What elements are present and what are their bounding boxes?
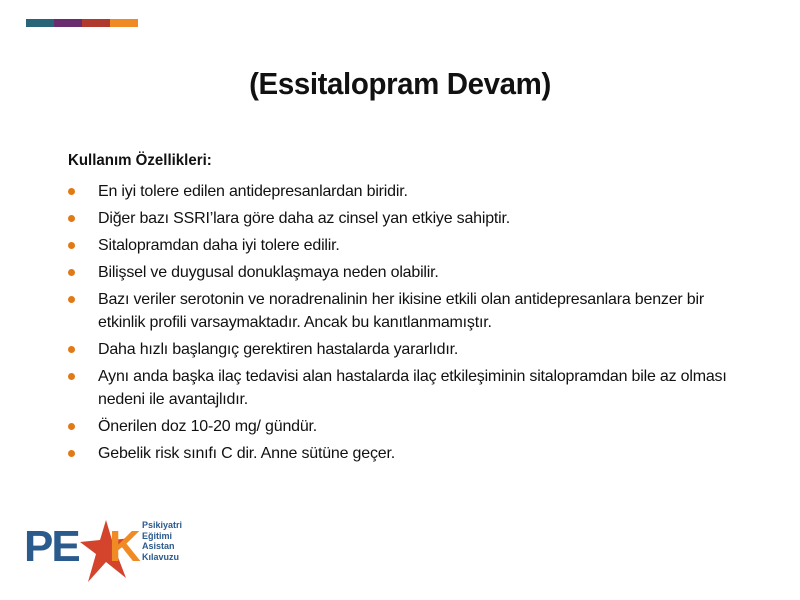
bullet-text: Diğer bazı SSRI’lara göre daha az cinsel yan etkiye sahiptir. bbox=[98, 210, 511, 227]
accent-bar-segment bbox=[110, 19, 138, 27]
logo-tagline-line: Psikiyatri bbox=[142, 520, 183, 530]
bullet-text: Daha hızlı başlangıç gerektiren hastalarda yararlıdır. bbox=[98, 341, 459, 358]
bullet-dot-icon bbox=[68, 188, 75, 195]
logo-letters-left: PE bbox=[24, 522, 79, 571]
bullet-dot-icon bbox=[68, 346, 75, 353]
bullet-text: Sitalopramdan daha iyi tolere edilir. bbox=[98, 237, 340, 254]
bullet-text: Gebelik risk sınıfı C dir. Anne sütüne geçer. bbox=[98, 445, 395, 462]
bullet-text: Bilişsel ve duygusal donuklaşmaya neden olabilir. bbox=[98, 264, 439, 281]
accent-bar-segment bbox=[26, 19, 54, 27]
accent-bar-segment bbox=[54, 19, 82, 27]
bullet-text: En iyi tolere edilen antidepresanlardan biridir. bbox=[98, 183, 408, 200]
bullet-item bbox=[68, 415, 748, 438]
peak-logo bbox=[24, 516, 194, 586]
bullet-text: Bazı veriler serotonin ve noradrenalinin her ikisine etkili olan antidepresanlara benzer bir etkinlik profili varsaymaktadır. Ancak bu kanıtlanmamıştır. bbox=[98, 291, 704, 331]
logo-letter-right: K bbox=[109, 522, 141, 571]
accent-bar-segment bbox=[82, 19, 110, 27]
logo-tagline bbox=[142, 520, 182, 562]
bullet-dot-icon bbox=[68, 423, 75, 430]
bullet-item bbox=[68, 442, 748, 465]
section-heading: Kullanım Özellikleri: bbox=[68, 152, 212, 169]
accent-bar bbox=[26, 19, 138, 27]
bullet-item bbox=[68, 288, 748, 334]
logo-tagline-line: Eğitimi bbox=[142, 530, 173, 541]
bullet-item bbox=[68, 234, 748, 257]
bullet-dot-icon bbox=[68, 296, 75, 303]
bullet-dot-icon bbox=[68, 373, 75, 380]
bullet-text: Önerilen doz 10-20 mg/ gündür. bbox=[98, 418, 318, 435]
bullet-item bbox=[68, 207, 748, 230]
bullet-item bbox=[68, 180, 748, 203]
bullet-dot-icon bbox=[68, 242, 75, 249]
bullet-item bbox=[68, 338, 748, 361]
slide-title: (Essitalopram Devam) bbox=[249, 66, 551, 101]
logo-tagline-line: Kılavuzu bbox=[142, 551, 180, 562]
bullet-dot-icon bbox=[68, 269, 75, 276]
bullet-text: Aynı anda başka ilaç tedavisi alan hastalarda ilaç etkileşiminin sitalopramdan bile az olması nedeni ile avantajlıdır. bbox=[98, 368, 727, 408]
bullet-dot-icon bbox=[68, 215, 75, 222]
logo-tagline-line: Asistan bbox=[142, 541, 175, 551]
bullet-dot-icon bbox=[68, 450, 75, 457]
bullet-item bbox=[68, 365, 748, 411]
bullet-item bbox=[68, 261, 748, 284]
bullet-list bbox=[68, 180, 748, 469]
